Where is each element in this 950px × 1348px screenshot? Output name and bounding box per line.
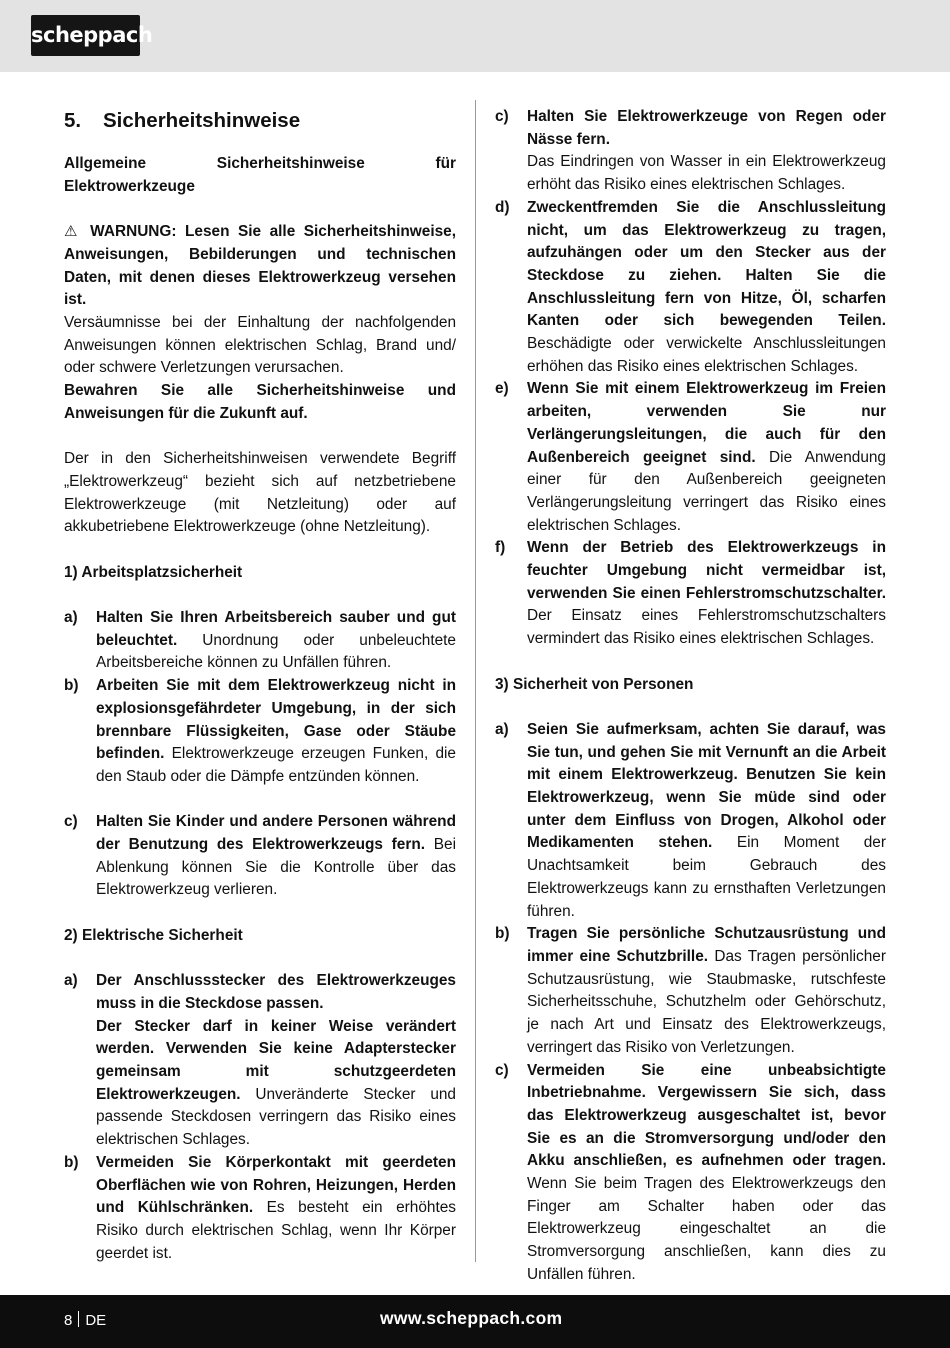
list-item xyxy=(495,537,886,651)
list-item xyxy=(495,719,886,923)
item-text: Es besteht ein erhöhtes Risiko durch elektrischen Schlag, wenn Ihr Körper geerdet ist. xyxy=(96,1199,456,1262)
language-code: DE xyxy=(85,1312,107,1329)
item-label: b) xyxy=(495,925,510,943)
right-column xyxy=(495,106,886,1287)
item-text: Ein Moment der Unachtsamkeit beim Gebrauch des Elektrowerkzeugs kann zu ernsthaften Verletzungen führen. xyxy=(527,834,886,920)
item-label: c) xyxy=(64,813,78,831)
item-label: b) xyxy=(64,1153,79,1171)
item-text: Wenn Sie beim Tragen des Elektrowerkzeugs den Finger am Schalter haben oder das Elektrowerkzeug eingeschaltet an die Stromversorgung anschließen, kann dies zu Unfällen führen. xyxy=(527,1175,886,1283)
item-text: Der Einsatz eines Fehlerstromschutzschalters vermindert das Risiko eines elektrischen Schlages. xyxy=(527,607,886,648)
item-bold: Tragen Sie persönliche Schutzausrüstung und immer eine Schutzbrille. xyxy=(527,925,886,965)
item-text: Das Eindringen von Wasser in ein Elektrowerkzeug erhöht das Risiko eines elektrischen Schlages. xyxy=(527,153,886,194)
list-item xyxy=(495,923,886,1059)
section-number: 5. xyxy=(64,109,82,132)
item-label: b) xyxy=(64,677,79,695)
list-item xyxy=(64,607,456,675)
item-bold: Halten Sie Ihren Arbeitsbereich sauber und gut beleuchtet. xyxy=(96,609,456,649)
footer-bar xyxy=(0,1295,950,1348)
column-divider xyxy=(475,100,476,1262)
item-bold: Halten Sie Kinder und andere Personen während der Benutzung des Elektrowerkzeugs fern. xyxy=(96,813,456,854)
item-bold: Der Anschlussstecker des Elektrowerkzeuges muss in die Steckdose passen. xyxy=(96,972,456,1012)
item-text: Elektrowerkzeuge erzeugen Funken, die den Staub oder die Dämpfe entzünden können. xyxy=(96,745,456,785)
item-bold: Seien Sie aufmerksam, achten Sie darauf, was Sie tun, und gehen Sie mit Vernunft an die Arbeit mit einem Elektrowerkzeug. Benutzen Sie kein Elektrowerkzeug, wenn Sie müde sind oder unter dem Einfluss von Drogen, Alkohol oder Medikamenten stehen. xyxy=(527,720,886,852)
warning-paragraph xyxy=(64,221,456,312)
item-bold: Vermeiden Sie eine unbeabsichtigte Inbetriebnahme. Vergewissern Sie sich, dass das Elektrowerkzeug ausgeschaltet ist, bevor Sie es an die Stromversorgung und/oder den Akku anschließen, es aufnehmen oder tragen. xyxy=(527,1061,886,1170)
section-title-text: Sicherheitshinweise xyxy=(103,109,301,132)
item-text: Die Anwendung einer für den Außenbereich geeigneten Verlängerungsleitung verringert das Risiko eines elektrischen Schlages. xyxy=(527,448,886,534)
item-text: Das Tragen persönlicher Schutzausrüstung, wie Staubmaske, rutschfeste Sicherheitsschuhe, Schutzhelm oder Gehörschutz, je nach Art und Einsatz des Elektrowerkzeugs, verringert das Risiko von Verletzungen. xyxy=(527,947,886,1056)
page-number-value: 8 xyxy=(64,1312,73,1329)
website-link[interactable]: www.scheppach.com xyxy=(380,1308,563,1328)
page-number xyxy=(64,1311,106,1329)
section-title xyxy=(64,107,456,135)
item-bold: Wenn der Betrieb des Elektrowerkzeugs in feuchter Umgebung nicht vermeidbar ist, verwenden Sie einen Fehlerstromschutzschalter. xyxy=(527,539,886,602)
item-bold: Der Stecker darf in keiner Weise verändert werden. Verwenden Sie keine Adapterstecker gemeinsam mit schutzgeerdeten Elektrowerkzeugen. xyxy=(96,1017,456,1103)
warning-icon: ⚠ xyxy=(64,223,82,241)
item-bold: Wenn Sie mit einem Elektrowerkzeug im Freien arbeiten, verwenden Sie nur Verlängerungsleitungen, die auch für den Außenbereich geeignet sind. xyxy=(527,380,886,466)
left-column xyxy=(64,106,456,1265)
item-text: Bei Ablenkung können Sie die Kontrolle über das Elektrowerkzeug verlieren. xyxy=(96,836,456,899)
list-item xyxy=(495,106,886,197)
item-label: c) xyxy=(495,108,509,125)
item-label: e) xyxy=(495,380,509,398)
brand-logo: scheppach xyxy=(31,15,140,56)
warning-bold: WARNUNG: Lesen Sie alle Sicherheitshinweise, Anweisungen, Bebilderungen und technischen Daten, mit denen dieses Elektrowerkzeug versehen ist. xyxy=(64,223,456,309)
item-label: a) xyxy=(64,972,78,990)
item-bold: Halten Sie Elektrowerkzeuge von Regen oder Nässe fern. xyxy=(527,108,886,148)
list-item xyxy=(495,197,886,379)
list-item xyxy=(64,1152,456,1266)
list-item xyxy=(64,970,456,1152)
general-heading: Allgemeine Sicherheitshinweise für Elektrowerkzeuge xyxy=(64,155,456,195)
keep-instructions: Bewahren Sie alle Sicherheitshinweise und Anweisungen für die Zukunft auf. xyxy=(64,382,456,422)
item-text: Beschädigte oder verwickelte Anschlussleitungen erhöhen das Risiko eines elektrischen Schlages. xyxy=(527,335,886,375)
warning-text: Versäumnisse bei der Einhaltung der nachfolgenden Anweisungen können elektrischen Schlag, Brand und/ oder schwere Verletzungen verursachen. xyxy=(64,313,456,377)
item-bold: Zweckentfremden Sie die Anschlussleitung nicht, um das Elektrowerkzeug zu tragen, aufzuhängen oder um den Stecker aus der Steckdose zu ziehen. Halten Sie die Anschlussleitung fern von Hitze, Öl, scharfen Kanten oder sich bewegenden Teilen. xyxy=(527,198,886,330)
item-text: Unveränderte Stecker und passende Steckdosen verringern das Risiko eines elektrischen Schlages. xyxy=(96,1085,456,1149)
list-item xyxy=(495,378,886,537)
item-label: d) xyxy=(495,198,510,216)
definition-text: Der in den Sicherheitshinweisen verwendete Begriff „Elektrowerkzeug“ bezieht sich auf netzbetriebene Elektrowerkzeuge (mit Netzleitung) oder auf akkubetriebene Elektrowerkzeuge (ohne Netzleitung). xyxy=(64,450,456,536)
list-item xyxy=(64,675,456,789)
list-item xyxy=(64,811,456,902)
s2-heading: 2) Elektrische Sicherheit xyxy=(64,926,243,944)
header-bar xyxy=(0,0,950,72)
list-item xyxy=(495,1060,886,1287)
item-bold: Arbeiten Sie mit dem Elektrowerkzeug nicht in explosionsgefährdeter Umgebung, in der sich brennbare Flüssigkeiten, Gase oder Stäube befinden. xyxy=(96,677,456,763)
item-text: Unordnung oder unbeleuchtete Arbeitsbereiche können zu Unfällen führen. xyxy=(96,631,456,672)
page-separator xyxy=(78,1311,79,1327)
item-label: a) xyxy=(64,609,78,626)
s3-heading: 3) Sicherheit von Personen xyxy=(495,675,694,693)
item-label: a) xyxy=(495,720,509,738)
item-bold: Vermeiden Sie Körperkontakt mit geerdeten Oberflächen wie von Rohren, Heizungen, Herden und Kühlschränken. xyxy=(96,1153,456,1217)
item-label: f) xyxy=(495,539,506,557)
s1-heading: 1) Arbeitsplatzsicherheit xyxy=(64,563,243,581)
item-label: c) xyxy=(495,1061,509,1079)
